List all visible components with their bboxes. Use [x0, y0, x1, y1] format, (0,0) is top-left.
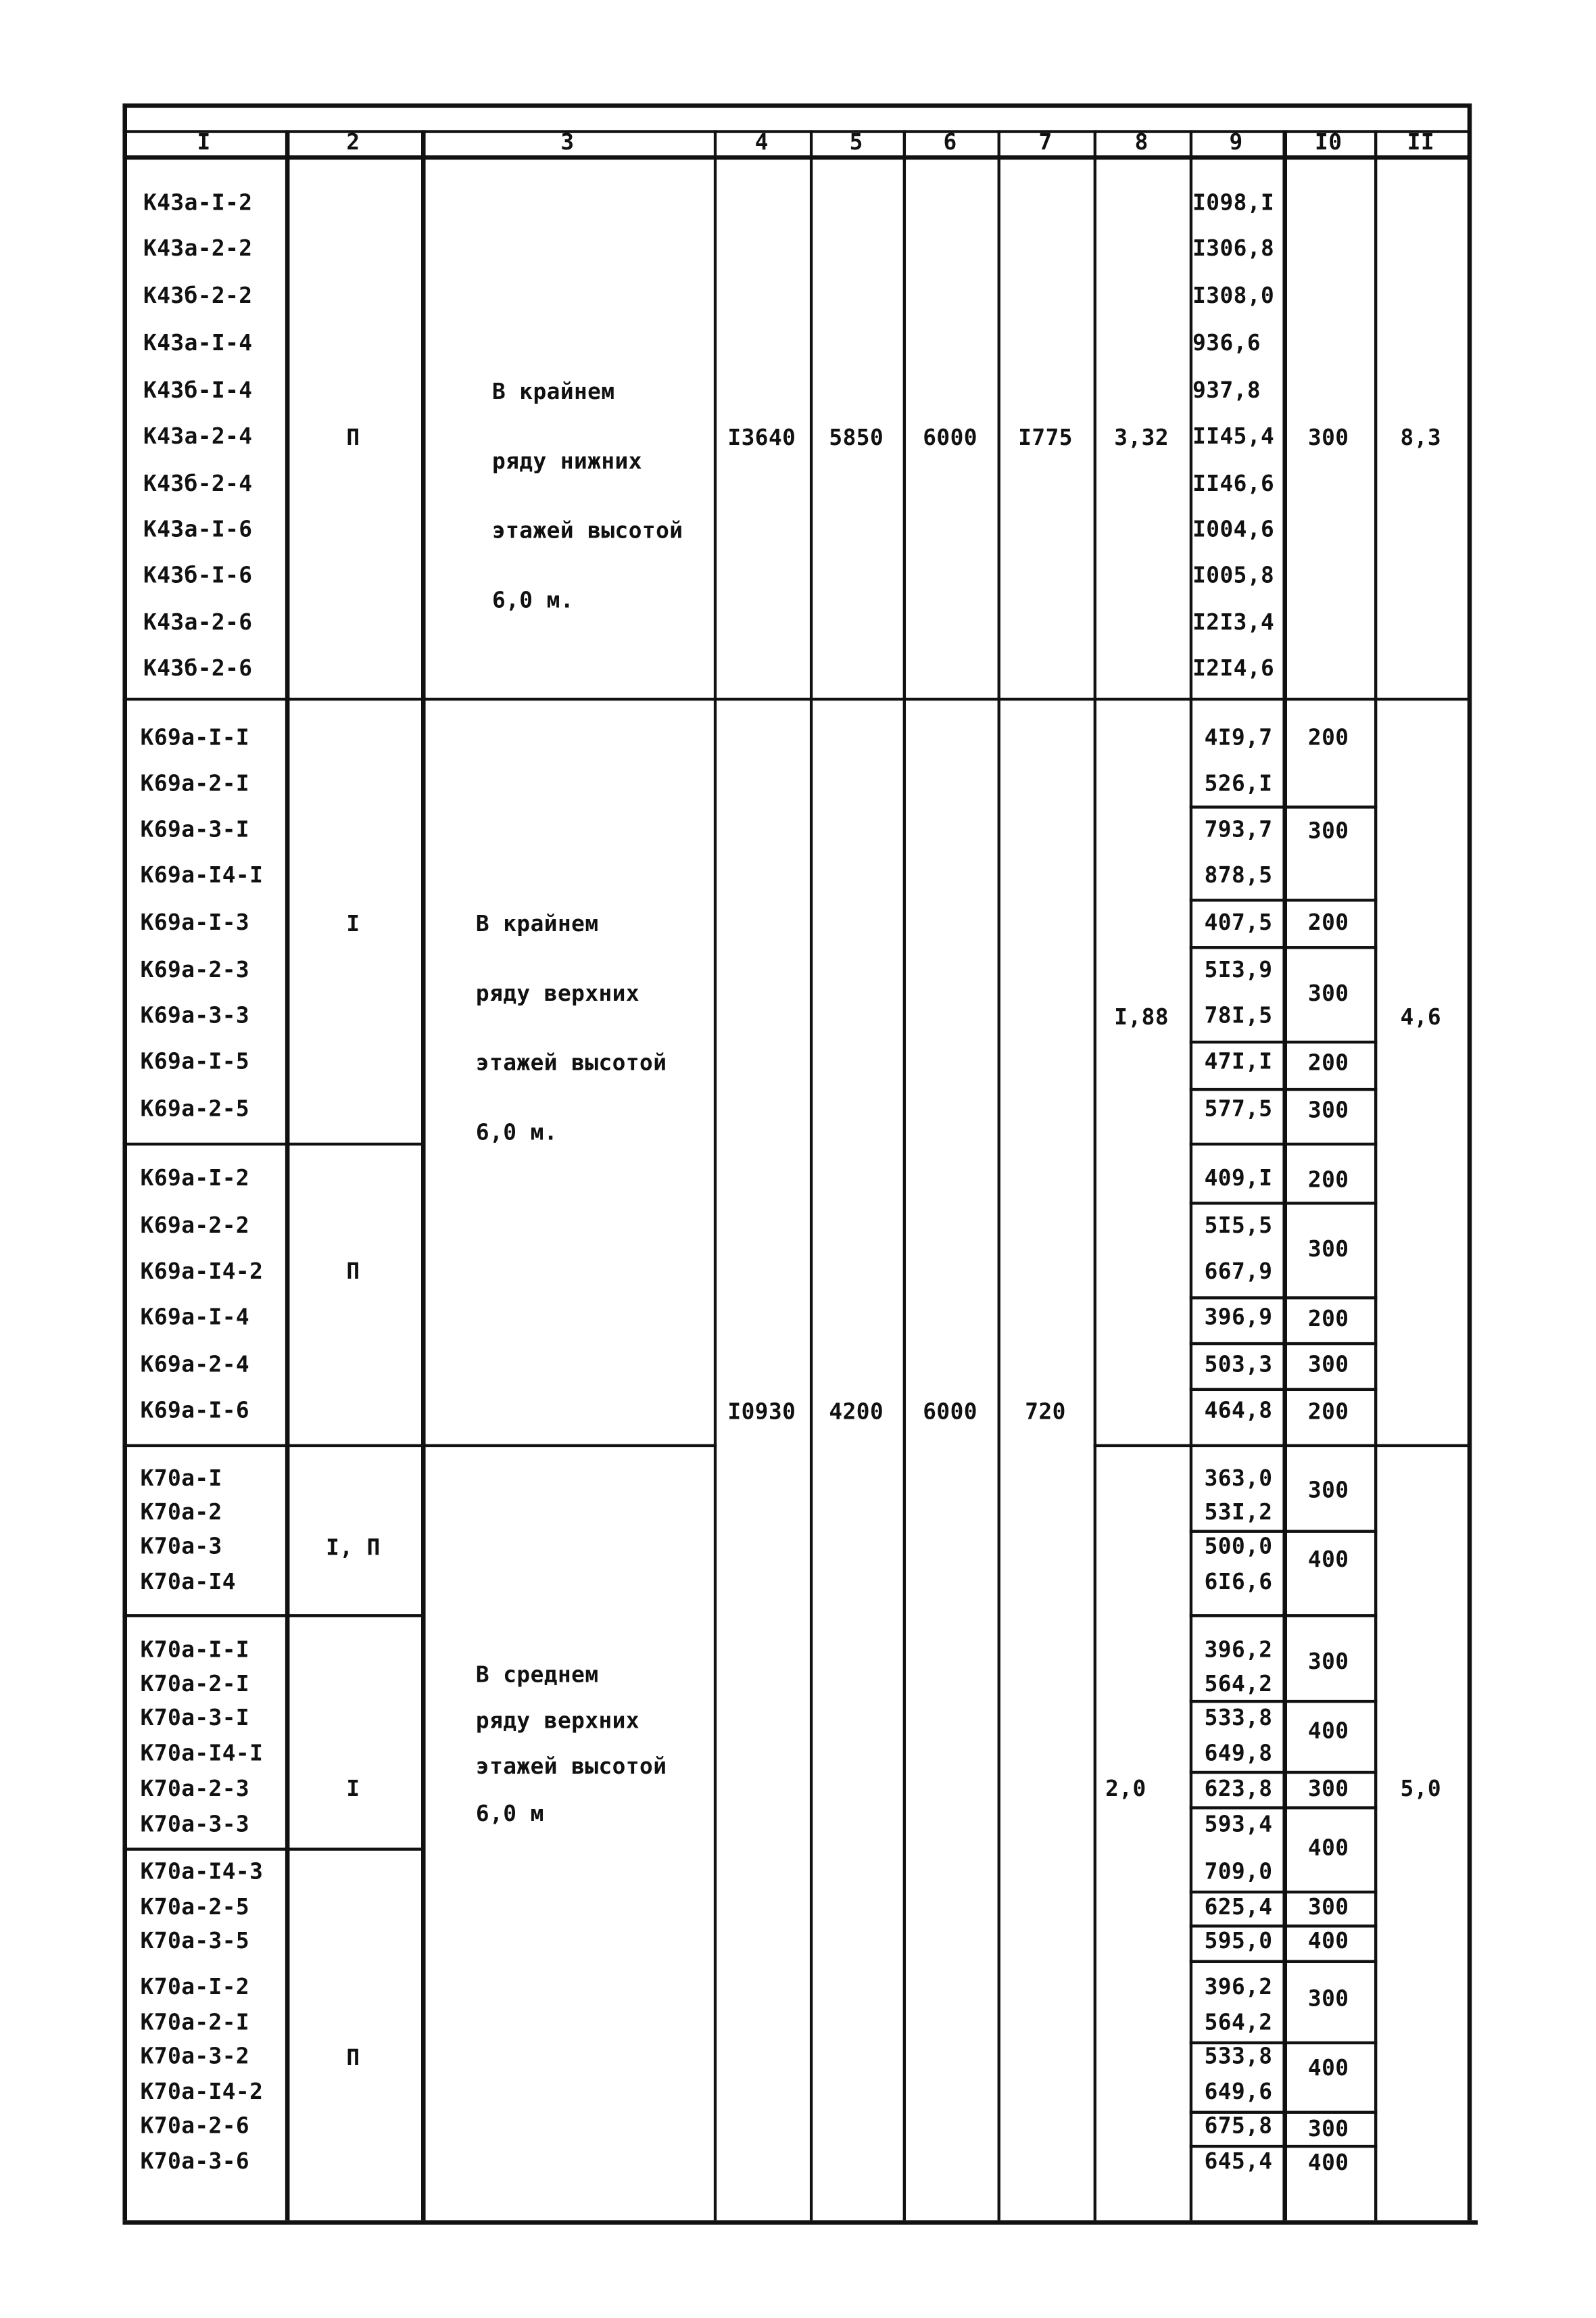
- col10-cell: 300: [1307, 2115, 1349, 2142]
- mark-cell: К69а-I-4: [140, 1304, 250, 1331]
- column-header-4: 4: [754, 128, 769, 156]
- col11-cell: 5,0: [1400, 1775, 1442, 1802]
- col9-cell: I2I4,6: [1192, 655, 1275, 682]
- col9-cell: 407,5: [1204, 909, 1273, 936]
- column-header-8: 8: [1134, 128, 1148, 156]
- col10-cell: 300: [1307, 1476, 1349, 1504]
- col2-cell: П: [346, 2044, 360, 2071]
- col9-cell: 6I6,6: [1204, 1568, 1273, 1595]
- mark-cell: К69а-2-4: [140, 1351, 250, 1378]
- rule-horizontal: [1190, 1202, 1378, 1204]
- col9-cell: 396,9: [1204, 1304, 1273, 1331]
- col10-cell: 200: [1307, 1305, 1349, 1332]
- mark-cell: К70а-3: [140, 1532, 222, 1560]
- col9-cell: 4I9,7: [1204, 724, 1273, 751]
- col10-cell: 400: [1307, 2149, 1349, 2176]
- rule-horizontal: [1190, 1960, 1378, 1962]
- rule-horizontal: [122, 1143, 424, 1145]
- col10-cell: 300: [1307, 1985, 1349, 2012]
- col10-cell: 300: [1307, 1775, 1349, 1802]
- mark-cell: К69а-2-3: [140, 956, 250, 983]
- mark-cell: К70а-I-I: [140, 1636, 250, 1663]
- col10-cell: 200: [1307, 724, 1349, 751]
- col9-cell: 396,2: [1204, 1636, 1273, 1663]
- mark-cell: К69а-2-2: [140, 1212, 250, 1239]
- column-header-2: 2: [346, 128, 360, 156]
- rule-horizontal: [1190, 1388, 1378, 1390]
- col9-cell: 396,2: [1204, 1973, 1273, 2000]
- mark-cell: К70а-I-2: [140, 1973, 250, 2000]
- col9-cell: 5I5,5: [1204, 1212, 1273, 1239]
- col5-cell: 4200: [829, 1398, 884, 1425]
- col10-cell: 300: [1307, 424, 1349, 451]
- col9-cell: 5I3,9: [1204, 956, 1273, 983]
- rule-horizontal: [122, 103, 1470, 107]
- col7-cell: I775: [1018, 424, 1073, 451]
- rule-horizontal: [1190, 1924, 1378, 1926]
- mark-cell: К69а-I-I: [140, 724, 250, 751]
- rule-vertical: [122, 103, 126, 2220]
- column-header-5: 5: [849, 128, 863, 156]
- col11-cell: 4,6: [1400, 1003, 1442, 1031]
- mark-cell: К70а-2-I: [140, 2008, 250, 2036]
- col4-cell: I0930: [727, 1398, 796, 1425]
- col9-cell: 47I,I: [1204, 1047, 1273, 1075]
- col9-cell: 625,4: [1204, 1893, 1273, 1920]
- col9-cell: 564,2: [1204, 2008, 1273, 2036]
- rule-vertical: [1468, 103, 1471, 2220]
- rule-vertical: [421, 130, 425, 2220]
- rule-horizontal: [122, 1444, 717, 1447]
- col9-cell: I004,6: [1192, 515, 1275, 543]
- column-header-10: I0: [1315, 128, 1343, 156]
- col10-cell: 200: [1307, 1398, 1349, 1425]
- rule-horizontal: [1190, 1143, 1378, 1145]
- rule-horizontal: [1190, 1088, 1378, 1090]
- col9-cell: 526,I: [1204, 770, 1273, 797]
- rule-horizontal: [122, 1848, 424, 1850]
- rule-horizontal: [1190, 2145, 1378, 2147]
- rule-horizontal: [122, 698, 1470, 701]
- mark-cell: К43а-2-6: [143, 609, 253, 636]
- col3-text-line: ряду верхних: [475, 1707, 640, 1734]
- col5-cell: 5850: [829, 424, 884, 451]
- col9-cell: 667,9: [1204, 1258, 1273, 1285]
- col9-cell: 709,0: [1204, 1858, 1273, 1885]
- col10-cell: 300: [1307, 1351, 1349, 1378]
- mark-cell: К69а-2-I: [140, 770, 250, 797]
- rule-horizontal: [1190, 946, 1378, 948]
- col3-text-line: ряду верхних: [475, 980, 640, 1007]
- col3-text-line: 6,0 м.: [491, 586, 575, 614]
- rule-horizontal: [1190, 1614, 1378, 1616]
- col2-cell: I: [346, 1775, 360, 1802]
- col10-cell: 300: [1307, 1893, 1349, 1920]
- mark-cell: К70а-2: [140, 1498, 222, 1525]
- col3-text-line: этажей высотой: [475, 1753, 667, 1780]
- column-header-1: I: [197, 128, 211, 156]
- col10-cell: 400: [1307, 1927, 1349, 1954]
- col9-cell: 503,3: [1204, 1351, 1273, 1378]
- col2-cell: I: [346, 910, 360, 937]
- column-header-9: 9: [1229, 128, 1243, 156]
- mark-cell: К69а-I-3: [140, 909, 250, 936]
- column-header-6: 6: [943, 128, 957, 156]
- mark-cell: К70а-3-6: [140, 2148, 250, 2175]
- mark-cell: К70а-3-2: [140, 2043, 250, 2070]
- mark-cell: К69а-I-5: [140, 1047, 250, 1075]
- col10-cell: 400: [1307, 1718, 1349, 1745]
- mark-cell: К69а-I4-2: [140, 1258, 264, 1285]
- col9-cell: 623,8: [1204, 1775, 1273, 1802]
- col9-cell: 409,I: [1204, 1164, 1273, 1191]
- mark-cell: К70а-2-6: [140, 2112, 250, 2139]
- mark-cell: К43б-2-6: [143, 655, 253, 682]
- col9-cell: 595,0: [1204, 1927, 1273, 1954]
- col10-cell: 300: [1307, 1648, 1349, 1675]
- rule-horizontal: [122, 1614, 424, 1616]
- col9-cell: 649,8: [1204, 1739, 1273, 1767]
- col9-cell: 577,5: [1204, 1095, 1273, 1122]
- col9-cell: I098,I: [1192, 189, 1275, 216]
- mark-cell: К70а-I4: [140, 1568, 236, 1595]
- mark-cell: К43а-I-4: [143, 329, 253, 356]
- rule-horizontal: [1190, 1041, 1378, 1043]
- mark-cell: К69а-2-5: [140, 1095, 250, 1122]
- col9-cell: 500,0: [1204, 1532, 1273, 1560]
- col9-cell: II45,4: [1192, 423, 1275, 450]
- col10-cell: 200: [1307, 1049, 1349, 1077]
- col6-cell: 6000: [923, 1398, 977, 1425]
- col9-cell: 878,5: [1204, 861, 1273, 889]
- mark-cell: К70а-3-I: [140, 1704, 250, 1731]
- mark-cell: К70а-I4-2: [140, 2078, 264, 2105]
- col9-cell: 937,8: [1192, 377, 1261, 404]
- col2-cell: П: [346, 424, 360, 451]
- col9-cell: 593,4: [1204, 1810, 1273, 1838]
- rule-horizontal: [1190, 1771, 1378, 1773]
- mark-cell: К43а-2-4: [143, 423, 253, 450]
- col3-text-line: этажей высотой: [491, 517, 683, 544]
- col9-cell: I306,8: [1192, 235, 1275, 262]
- col9-cell: 649,6: [1204, 2078, 1273, 2105]
- col3-text-line: В крайнем: [475, 910, 599, 937]
- mark-cell: К43а-I-6: [143, 515, 253, 543]
- col10-cell: 300: [1307, 980, 1349, 1007]
- col11-cell: 8,3: [1400, 424, 1442, 451]
- rule-horizontal: [1190, 899, 1378, 901]
- col9-cell: 793,7: [1204, 815, 1273, 843]
- col2-cell: I, П: [326, 1534, 381, 1561]
- mark-cell: К43б-2-4: [143, 470, 253, 497]
- col9-cell: 645,4: [1204, 2148, 1273, 2175]
- mark-cell: К70а-I4-I: [140, 1739, 264, 1767]
- col10-cell: 400: [1307, 1834, 1349, 1862]
- col9-cell: 533,8: [1204, 1704, 1273, 1731]
- col9-cell: 564,2: [1204, 1670, 1273, 1697]
- mark-cell: К43а-2-2: [143, 235, 253, 262]
- rule-horizontal: [1094, 1444, 1470, 1447]
- col3-text-line: 6,0 м.: [475, 1118, 558, 1146]
- col10-cell: 400: [1307, 2054, 1349, 2081]
- col10-cell: 300: [1307, 1235, 1349, 1262]
- col10-cell: 200: [1307, 909, 1349, 936]
- column-header-11: II: [1407, 128, 1435, 156]
- rule-horizontal: [1190, 1296, 1378, 1298]
- col9-cell: 533,8: [1204, 2043, 1273, 2070]
- mark-cell: К70а-2-I: [140, 1670, 250, 1697]
- col10-cell: 300: [1307, 1097, 1349, 1124]
- mark-cell: К43б-I-4: [143, 377, 253, 404]
- rule-horizontal: [122, 2220, 1478, 2223]
- mark-cell: К69а-3-3: [140, 1002, 250, 1029]
- mark-cell: К69а-3-I: [140, 815, 250, 843]
- rule-horizontal: [1190, 1806, 1378, 1808]
- col4-cell: I3640: [727, 424, 796, 451]
- col3-text-line: В крайнем: [491, 378, 615, 405]
- col9-cell: 53I,2: [1204, 1498, 1273, 1525]
- col9-cell: II46,6: [1192, 470, 1275, 497]
- mark-cell: К43б-I-6: [143, 561, 253, 589]
- col10-cell: 200: [1307, 1166, 1349, 1193]
- rule-horizontal: [122, 156, 1470, 159]
- rule-vertical: [1190, 130, 1192, 2220]
- col7-cell: 720: [1025, 1398, 1066, 1425]
- col3-text-line: этажей высотой: [475, 1049, 667, 1077]
- col9-cell: 464,8: [1204, 1396, 1273, 1424]
- mark-cell: К69а-I-2: [140, 1164, 250, 1191]
- col6-cell: 6000: [923, 424, 977, 451]
- col9-cell: 78I,5: [1204, 1002, 1273, 1029]
- rule-horizontal: [1190, 1342, 1378, 1344]
- col3-text-line: В среднем: [475, 1661, 599, 1688]
- rule-horizontal: [1190, 1700, 1378, 1702]
- rule-horizontal: [1190, 805, 1378, 807]
- column-header-3: 3: [560, 128, 575, 156]
- col9-cell: I005,8: [1192, 561, 1275, 589]
- mark-cell: К70а-I4-3: [140, 1858, 264, 1885]
- col10-cell: 400: [1307, 1546, 1349, 1573]
- col10-cell: 300: [1307, 817, 1349, 845]
- col3-text-line: 6,0 м: [475, 1800, 544, 1827]
- mark-cell: К70а-2-3: [140, 1775, 250, 1802]
- col9-cell: I308,0: [1192, 282, 1275, 309]
- col9-cell: I2I3,4: [1192, 609, 1275, 636]
- column-header-7: 7: [1038, 128, 1053, 156]
- rule-horizontal: [1190, 1530, 1378, 1532]
- col8-cell: I,88: [1114, 1003, 1169, 1031]
- mark-cell: К70а-3-5: [140, 1927, 250, 1954]
- mark-cell: К43б-2-2: [143, 282, 253, 309]
- col8-cell: 2,0: [1105, 1775, 1146, 1802]
- mark-cell: К70а-2-5: [140, 1893, 250, 1920]
- mark-cell: К43а-I-2: [143, 189, 253, 216]
- mark-cell: К69а-I4-I: [140, 861, 264, 889]
- col9-cell: 363,0: [1204, 1465, 1273, 1492]
- col2-cell: П: [346, 1258, 360, 1285]
- rule-horizontal: [1190, 1891, 1378, 1893]
- col9-cell: 936,6: [1192, 329, 1261, 356]
- col3-text-line: ряду нижних: [491, 448, 642, 475]
- mark-cell: К70а-3-3: [140, 1810, 250, 1838]
- mark-cell: К70а-I: [140, 1465, 222, 1492]
- mark-cell: К69а-I-6: [140, 1396, 250, 1424]
- col8-cell: 3,32: [1114, 424, 1169, 451]
- col9-cell: 675,8: [1204, 2112, 1273, 2139]
